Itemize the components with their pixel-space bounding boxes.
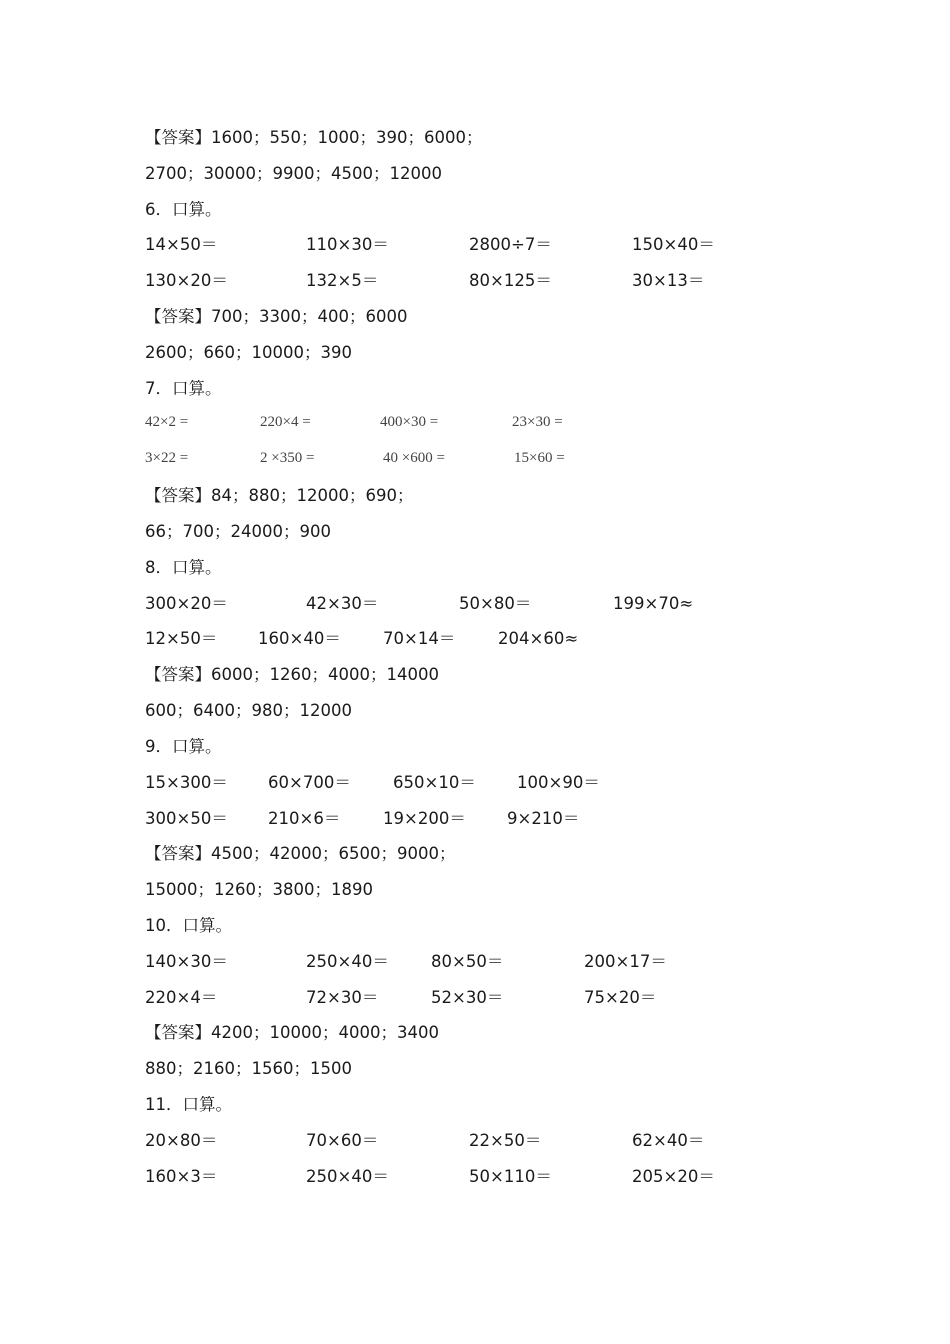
problem: 14×50＝ [145,235,218,254]
problem: 160×40＝ [258,629,341,648]
question-title: 10．口算。 [145,916,232,935]
question-title: 9．口算。 [145,737,222,756]
problem: 12×50＝ [145,629,218,648]
answer-label: 【答案】 [145,486,211,505]
problem: 30×13＝ [632,271,705,290]
problem: 60×700＝ [268,773,351,792]
answer-line [145,304,407,330]
problem: 150×40＝ [632,235,715,254]
answer-text: 6000；1260；4000；14000 [211,665,439,684]
answer-text: 1600；550；1000；390；6000； [211,128,483,147]
problem: 19×200＝ [383,809,466,828]
problem: 205×20＝ [632,1167,715,1186]
problem: 42×30＝ [306,594,379,613]
answer-line: 15000；1260；3800；1890 [145,880,373,899]
problem: 15×300＝ [145,773,228,792]
problem: 40 ×600 = [383,450,445,466]
problem: 250×40＝ [306,952,389,971]
answer-label: 【答案】 [145,844,211,863]
answer-label: 【答案】 [145,307,211,326]
problem: 199×70≈ [613,594,694,613]
problem: 50×80＝ [459,594,532,613]
problem: 210×6＝ [268,809,341,828]
problem: 70×60＝ [306,1131,379,1150]
answer-line: 66；700；24000；900 [145,522,331,541]
problem: 160×3＝ [145,1167,218,1186]
problem: 400×30 = [380,414,439,430]
problem: 72×30＝ [306,988,379,1007]
answer-label: 【答案】 [145,128,211,147]
problem: 80×50＝ [431,952,504,971]
answer-line [145,662,439,688]
problem: 20×80＝ [145,1131,218,1150]
answer-line [145,125,482,151]
problem: 110×30＝ [306,235,389,254]
problem: 2 ×350 = [260,450,315,466]
problem: 220×4＝ [145,988,218,1007]
problem: 70×14＝ [383,629,456,648]
question-title: 7．口算。 [145,379,222,398]
problem: 52×30＝ [431,988,504,1007]
answer-line [145,483,413,509]
problem: 15×60 = [514,450,565,466]
answer-line: 600；6400；980；12000 [145,701,352,720]
problem: 220×4 = [260,414,311,430]
answer-line: 2600；660；10000；390 [145,343,352,362]
answer-label: 【答案】 [145,665,211,684]
answer-line [145,841,455,867]
problem: 9×210＝ [507,809,580,828]
question-title: 11．口算。 [145,1095,232,1114]
problem: 204×60≈ [498,629,579,648]
answer-text: 700；3300；400；6000 [211,307,408,326]
problem: 62×40＝ [632,1131,705,1150]
problem: 250×40＝ [306,1167,389,1186]
answer-label: 【答案】 [145,1023,211,1042]
problem: 23×30 = [512,414,563,430]
problem: 650×10＝ [393,773,476,792]
problem: 300×50＝ [145,809,228,828]
problem: 200×17＝ [584,952,667,971]
answer-line: 2700；30000；9900；4500；12000 [145,164,442,183]
problem: 42×2 = [145,414,189,430]
answer-text: 84；880；12000；690； [211,486,414,505]
problem: 22×50＝ [469,1131,542,1150]
answer-line [145,1020,439,1046]
problem: 300×20＝ [145,594,228,613]
question-title: 8．口算。 [145,558,222,577]
problem: 2800÷7＝ [469,235,552,254]
problem: 140×30＝ [145,952,228,971]
answer-line: 880；2160；1560；1500 [145,1059,352,1078]
question-title: 6．口算。 [145,200,222,219]
answer-text: 4500；42000；6500；9000； [211,844,456,863]
answer-text: 4200；10000；4000；3400 [211,1023,439,1042]
problem: 132×5＝ [306,271,379,290]
problem: 130×20＝ [145,271,228,290]
problem: 100×90＝ [517,773,600,792]
problem: 80×125＝ [469,271,552,290]
problem: 3×22 = [145,450,189,466]
problem: 50×110＝ [469,1167,552,1186]
problem: 75×20＝ [584,988,657,1007]
